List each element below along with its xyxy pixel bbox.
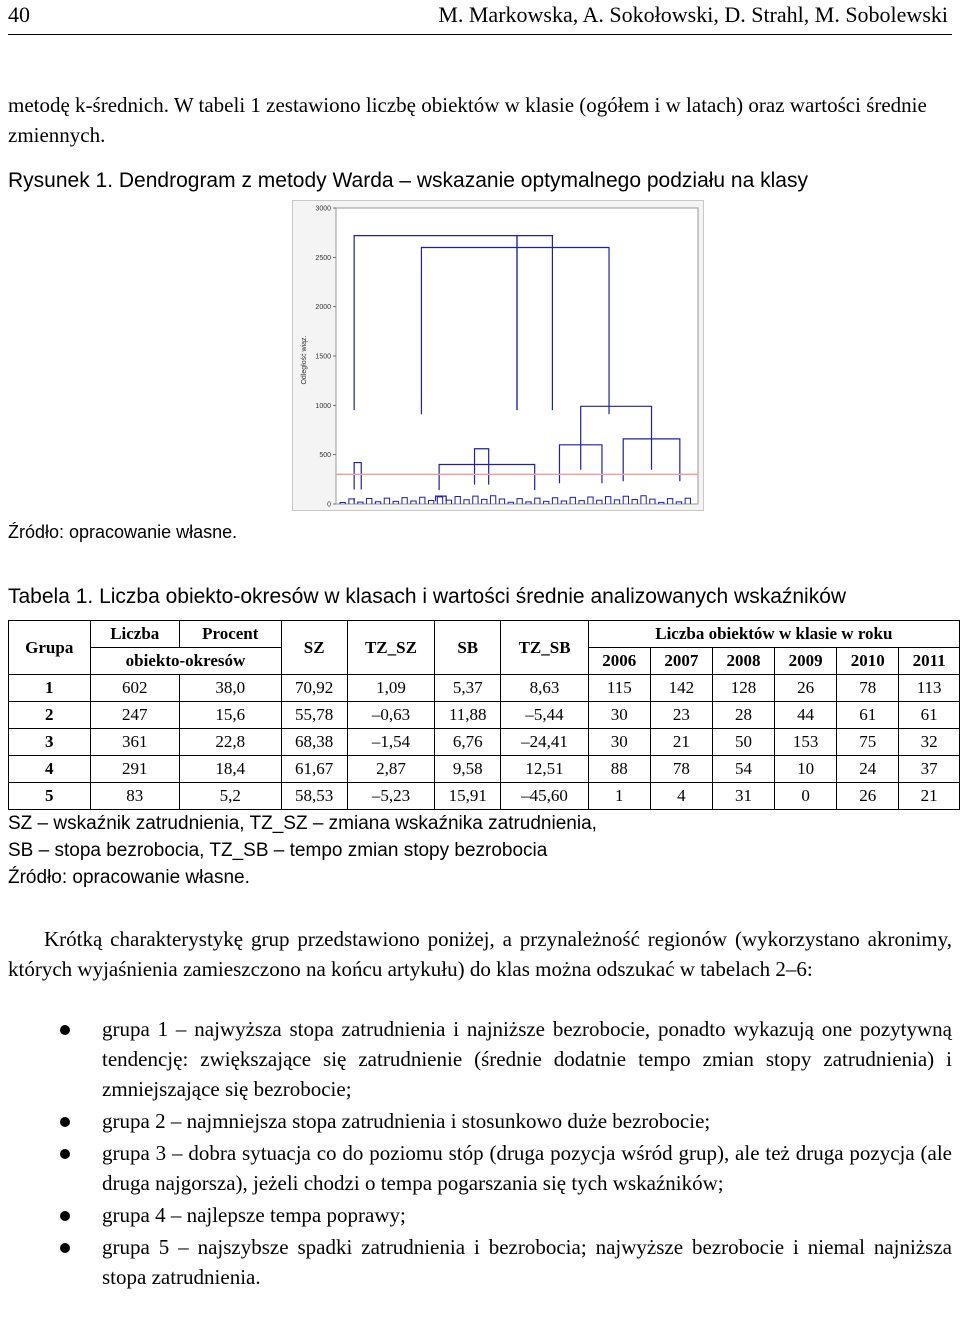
- table-cell: –5,44: [501, 702, 588, 729]
- header-sb: SB: [435, 621, 501, 675]
- header-years-group: Liczba obiektów w klasie w roku: [588, 621, 959, 648]
- paragraph: Krótką charakterystykę grup przedstawiono poniżej, a przynależność regionów (wykorzystano akronimy, których wyjaśnienia zamieszczono na końcu artykułu) do klas można odszukać w tabelach 2–6:: [8, 927, 952, 981]
- list-item: [8, 1014, 952, 1104]
- table-row: [9, 702, 960, 729]
- table-cell: 26: [837, 783, 899, 810]
- figure-source: Źródło: opracowanie własne.: [8, 522, 238, 542]
- bullet-icon: [60, 1243, 70, 1253]
- table-cell: 24: [837, 756, 899, 783]
- body-paragraph: [8, 924, 952, 984]
- table-cell: 9,58: [435, 756, 501, 783]
- page-number: 40: [8, 2, 30, 27]
- table-cell: 153: [775, 729, 837, 756]
- table-cell: 50: [712, 729, 774, 756]
- table-row: [9, 756, 960, 783]
- bullet-icon: [60, 1117, 70, 1127]
- list-item-text: grupa 4 – najlepsze tempa poprawy;: [102, 1203, 406, 1227]
- group-cell: 1: [9, 675, 91, 702]
- table-cell: 247: [90, 702, 180, 729]
- list-item-text: grupa 2 – najmniejsza stopa zatrudnienia i stosunkowo duże bezrobocie;: [102, 1109, 711, 1133]
- table-cell: 0: [775, 783, 837, 810]
- table-cell: 6,76: [435, 729, 501, 756]
- table-cell: 23: [650, 702, 712, 729]
- intro-text: metodę k-średnich. W tabeli 1 zestawiono liczbę obiektów w klasie (ogółem i w latach) oraz wartości średnie zmiennych.: [8, 93, 927, 147]
- list-item: [8, 1138, 952, 1198]
- table-cell: 15,91: [435, 783, 501, 810]
- table-cell: 83: [90, 783, 180, 810]
- table-cell: –0,63: [347, 702, 434, 729]
- table-cell: 21: [650, 729, 712, 756]
- table-cell: 142: [650, 675, 712, 702]
- list-item: [8, 1106, 952, 1136]
- table-cell: 75: [837, 729, 899, 756]
- table-cell: 30: [588, 702, 650, 729]
- table-cell: 5,37: [435, 675, 501, 702]
- header-procent: Procent: [180, 621, 282, 648]
- data-table: [8, 620, 960, 810]
- table-cell: 18,4: [180, 756, 282, 783]
- table-cell: 32: [899, 729, 960, 756]
- running-head: M. Markowska, A. Sokołowski, D. Strahl, M. Sobolewski: [438, 2, 948, 27]
- table-cell: 11,88: [435, 702, 501, 729]
- header-year: 2008: [712, 648, 774, 675]
- table-cell: 78: [650, 756, 712, 783]
- table-cell: 54: [712, 756, 774, 783]
- y-tick-label: 2000: [315, 304, 331, 312]
- bullet-icon: [60, 1211, 70, 1221]
- header-tz-sb: TZ_SB: [501, 621, 588, 675]
- table-cell: 61: [899, 702, 960, 729]
- table-cell: 361: [90, 729, 180, 756]
- table-cell: 70,92: [281, 675, 347, 702]
- y-tick-label: 0: [327, 501, 331, 509]
- page-header: [8, 0, 952, 35]
- table-cell: 31: [712, 783, 774, 810]
- table-row: [9, 783, 960, 810]
- table-cell: 44: [775, 702, 837, 729]
- table-cell: 78: [837, 675, 899, 702]
- table-cell: 21: [899, 783, 960, 810]
- table-cell: 291: [90, 756, 180, 783]
- bullet-list: [8, 1014, 952, 1294]
- y-tick-label: 500: [319, 452, 331, 460]
- header-year: 2007: [650, 648, 712, 675]
- header-year: 2010: [837, 648, 899, 675]
- list-item: [8, 1200, 952, 1230]
- table-cell: 4: [650, 783, 712, 810]
- table-cell: –24,41: [501, 729, 588, 756]
- table-cell: –5,23: [347, 783, 434, 810]
- table-cell: 602: [90, 675, 180, 702]
- table-cell: 115: [588, 675, 650, 702]
- group-cell: 3: [9, 729, 91, 756]
- table-cell: 12,51: [501, 756, 588, 783]
- table-cell: 10: [775, 756, 837, 783]
- bullet-icon: [60, 1149, 70, 1159]
- list-item-text: grupa 3 – dobra sytuacja co do poziomu stóp (druga pozycja wśród grup), ale też druga pozycja (ale druga najgorsza), jeżeli chodzi o tempa pogarszania się tych wskaźników;: [102, 1141, 952, 1195]
- table-cell: 58,53: [281, 783, 347, 810]
- header-year: 2009: [775, 648, 837, 675]
- header-liczba: Liczba: [90, 621, 180, 648]
- figure-caption: Rysunek 1. Dendrogram z metody Warda – wskazanie optymalnego podziału na klasy: [8, 169, 808, 192]
- list-item: [8, 1232, 952, 1292]
- header-grupa: Grupa: [9, 621, 91, 675]
- group-cell: 4: [9, 756, 91, 783]
- table-cell: 1: [588, 783, 650, 810]
- table-cell: 37: [899, 756, 960, 783]
- header-tz-sz: TZ_SZ: [347, 621, 434, 675]
- table-cell: 22,8: [180, 729, 282, 756]
- table-cell: 1,09: [347, 675, 434, 702]
- table-cell: 30: [588, 729, 650, 756]
- table-cell: 68,38: [281, 729, 347, 756]
- header-obiekto-okresow: obiekto-okresów: [90, 648, 281, 675]
- table-cell: 8,63: [501, 675, 588, 702]
- table-row: [9, 729, 960, 756]
- table-caption: Tabela 1. Liczba obiekto-okresów w klasach i wartości średnie analizowanych wskaźników: [8, 585, 847, 608]
- table-source: Źródło: opracowanie własne.: [8, 867, 250, 888]
- table-cell: –45,60: [501, 783, 588, 810]
- table-cell: 28: [712, 702, 774, 729]
- table-cell: 55,78: [281, 702, 347, 729]
- table-legend: [8, 810, 597, 891]
- table-cell: –1,54: [347, 729, 434, 756]
- table-cell: 113: [899, 675, 960, 702]
- header-sz: SZ: [281, 621, 347, 675]
- table-cell: 61: [837, 702, 899, 729]
- table-cell: 128: [712, 675, 774, 702]
- y-tick-label: 1500: [315, 353, 331, 361]
- table-row: [9, 675, 960, 702]
- y-tick-label: 3000: [315, 205, 331, 213]
- y-tick-label: 2500: [315, 254, 331, 262]
- legend-line: SZ – wskaźnik zatrudnienia, TZ_SZ – zmiana wskaźnika zatrudnienia,: [8, 813, 597, 834]
- y-tick-label: 1000: [315, 402, 331, 410]
- header-year: 2006: [588, 648, 650, 675]
- header-year: 2011: [899, 648, 960, 675]
- table-cell: 61,67: [281, 756, 347, 783]
- dendrogram-chart: [292, 200, 704, 511]
- list-item-text: grupa 5 – najszybsze spadki zatrudnienia i bezrobocia; najwyższe bezrobocie i niemal najniższa stopa zatrudnienia.: [102, 1235, 952, 1289]
- legend-line: SB – stopa bezrobocia, TZ_SB – tempo zmian stopy bezrobocia: [8, 840, 548, 861]
- table-cell: 15,6: [180, 702, 282, 729]
- list-item-text: grupa 1 – najwyższa stopa zatrudnienia i najniższe bezrobocie, ponadto wykazują one pozytywną tendencję: zwiększające się zatrudnienie (średnie dodatnie tempo zmian stopy zatrudnienia) i zmniejszające się bezrobocie;: [102, 1017, 952, 1101]
- y-axis-label: Odległość wiąz.: [301, 335, 308, 385]
- table-cell: 5,2: [180, 783, 282, 810]
- table-cell: 26: [775, 675, 837, 702]
- table-cell: 2,87: [347, 756, 434, 783]
- table-cell: 38,0: [180, 675, 282, 702]
- table-cell: 88: [588, 756, 650, 783]
- group-cell: 5: [9, 783, 91, 810]
- group-cell: 2: [9, 702, 91, 729]
- bullet-icon: [60, 1025, 70, 1035]
